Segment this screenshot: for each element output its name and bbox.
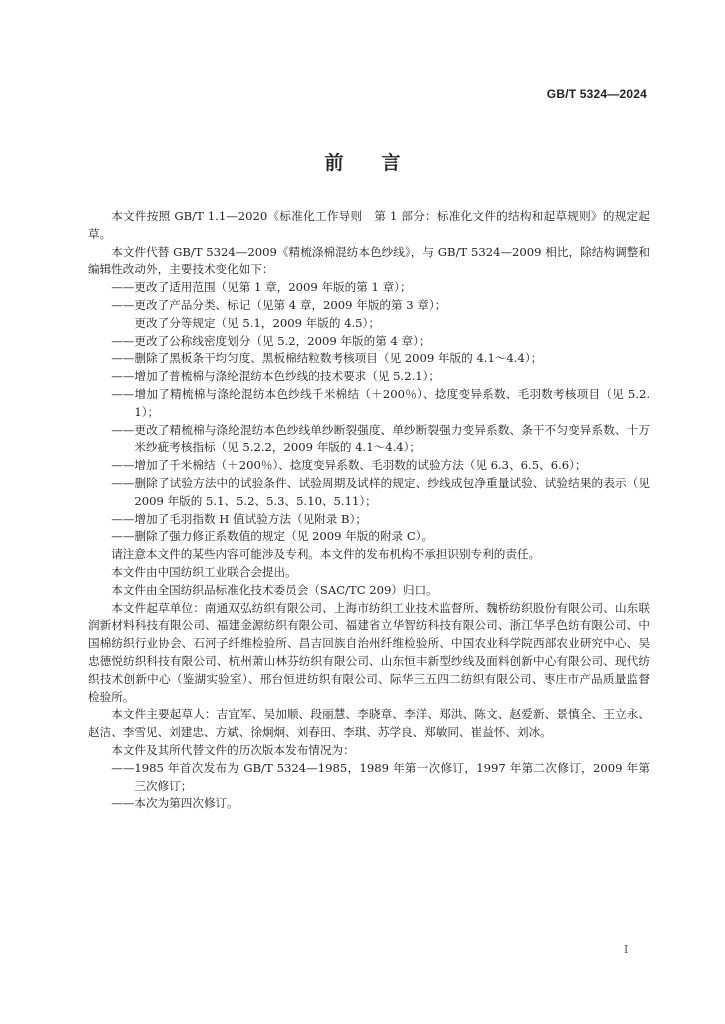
list-item: ——删除了黑板条干均匀度、黑板棉结粒数考核项目（见 2009 年版的 4.1～4.4）；: [111, 351, 543, 366]
list-item: ——删除了试验方法中的试验条件、试验周期及试样的规定、纱线成包净重量试验、试验结果的表示（见 2009 年版的 5.1、5.2、5.3、5.10、5.11）；: [111, 475, 650, 508]
paragraph: 本文件起草单位：南通双弘纺织有限公司、上海市纺织工业技术监督所、魏桥纺织股份有限公司、山东联润新材料科技有限公司、福建金源纺织有限公司、福建省立华智纺科技有限公司、浙江华孚色纺有限公司、中国棉纺织行业协会、石河子纤维检验所、昌吉回族自治州纤维检验所、中国农业科学院西部农业研究中心、吴忠德悦纺织科技有限公司、杭州萧山林芬纺织有限公司、山东恒丰新型纱线及面料创新中心有限公司、现代纺织技术创新中心（鉴湖实验室）、邢台恒进纺织有限公司、际华三五四二纺织有限公司、枣庄市产品质量监督检验所。: [88, 600, 650, 704]
list-item: ——增加了毛羽指数 H 值试验方法（见附录 B）；: [111, 511, 367, 526]
paragraph: 本文件主要起草人：吉宜军、吴加顺、段丽慧、李晓章、李洋、郑洪、陈文、赵爱新、景慎全、王立永、赵洁、李雪见、刘建忠、方斌、徐炯炯、刘春田、李琪、苏学良、郑敏同、崔益怀、刘冰。: [88, 707, 650, 740]
list-item: ——更改了公称线密度划分（见 5.2，2009 年版的第 4 章）；: [111, 333, 431, 348]
list-item: ——删除了强力修正系数值的规定（见 2009 年版的附录 C）。: [111, 529, 434, 544]
document-body: [88, 208, 650, 813]
paragraph: 本文件由中国纺织工业联合会提出。: [111, 564, 297, 579]
list-item: ——更改了适用范围（见第 1 章，2009 年版的第 1 章）；: [111, 280, 412, 295]
list-item: 更改了分等规定（见 5.1，2009 年版的 4.5）；: [134, 315, 380, 330]
list-item: ——本次为第四次修订。: [111, 796, 239, 811]
standard-number: GB/T 5324—2024: [546, 87, 647, 101]
page-number: I: [624, 943, 629, 956]
paragraph: 请注意本文件的某些内容可能涉及专利。本文件的发布机构不承担识别专利的责任。: [111, 547, 541, 562]
paragraph: 本文件代替 GB/T 5324—2009《精梳涤棉混纺本色纱线》，与 GB/T 5324—2009 相比，除结构调整和编辑性改动外，主要技术变化如下：: [88, 244, 650, 277]
list-item: ——增加了普梳棉与涤纶混纺本色纱线的技术要求（见 5.2.1）；: [111, 369, 441, 384]
list-item: ——1985 年首次发布为 GB/T 5324—1985，1989 年第一次修订，1997 年第二次修订，2009 年第三次修订；: [111, 760, 650, 793]
paragraph: 本文件按照 GB/T 1.1—2020《标准化工作导则 第 1 部分：标准化文件的结构和起草规则》的规定起草。: [88, 209, 650, 241]
paragraph: 本文件由全国纺织品标准化技术委员会（SAC/TC 209）归口。: [111, 582, 438, 597]
list-item: ——更改了产品分类、标记（见第 4 章，2009 年版的第 3 章）；: [111, 297, 447, 312]
list-item: ——增加了精梳棉与涤纶混纺本色纱线千米棉结（＋200％）、捻度变异系数、毛羽数考核项目（见 5.2.1）；: [111, 386, 650, 419]
page-title: 前言: [324, 152, 439, 174]
paragraph: 本文件及其所代替文件的历次版本发布情况为：: [111, 742, 355, 757]
list-item: ——增加了千米棉结（＋200％）、捻度变异系数、毛羽数的试验方法（见 6.3、6.5、6.6）；: [111, 458, 587, 473]
list-item: ——更改了精梳棉与涤纶混纺本色纱线单纱断裂强度、单纱断裂强力变异系数、条干不匀变异系数、十万米纱疵考核指标（见 5.2.2，2009 年版的 4.1～4.4）；: [111, 422, 650, 455]
